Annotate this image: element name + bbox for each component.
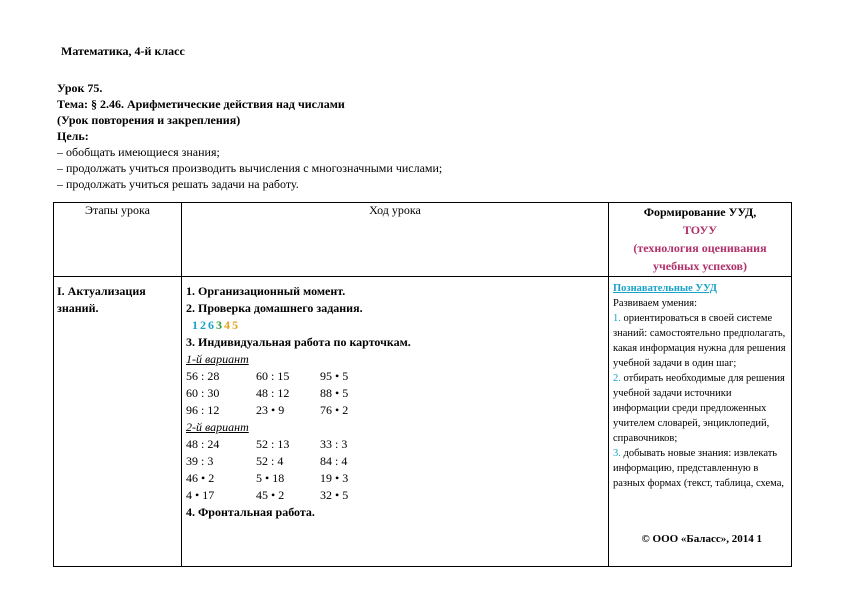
exercise-item: 60 : 15 [256, 369, 290, 383]
header-course: Ход урока [182, 203, 609, 277]
exercise-item: 95 • 5 [320, 369, 349, 383]
exercise-item: 5 • 18 [256, 471, 285, 485]
uud-cell [609, 277, 792, 567]
variant2-grid [186, 436, 608, 504]
header-uud [609, 203, 792, 277]
uud-item-number: 2. [613, 373, 621, 384]
stage-cell [54, 277, 182, 567]
exercise-item: 52 : 13 [256, 437, 290, 451]
uud-item-number: 1. [613, 313, 621, 324]
homework-number: 6 [208, 318, 214, 332]
lesson-topic: Тема: § 2.46. Арифметические действия над числами [57, 97, 345, 111]
table-row [54, 277, 792, 567]
exercise-item: 48 : 12 [256, 386, 290, 400]
step-cards: 3. Индивидуальная работа по карточкам. [186, 335, 411, 349]
exercise-item: 32 • 5 [320, 488, 349, 502]
exercise-item: 76 • 2 [320, 403, 349, 417]
exercise-row [186, 470, 608, 487]
stage-text: I. Актуализация знаний. [57, 284, 146, 315]
exercise-item: 19 • 3 [320, 471, 349, 485]
lesson-table [53, 202, 792, 567]
exercise-item: 46 • 2 [186, 471, 215, 485]
lesson-header [57, 80, 442, 192]
lesson-number: Урок 75. [57, 81, 103, 95]
table-header-row [54, 203, 792, 277]
course-cell [182, 277, 609, 567]
uud-item-text: добывать новые знания: извлекать информацию, представленную в разных формах (текст, таблица, схема, [613, 448, 785, 489]
subject-title: Математика, 4-й класс [61, 44, 185, 58]
header-stages: Этапы урока [54, 203, 182, 277]
step-homework: 2. Проверка домашнего задания. [186, 301, 363, 315]
variant1-grid [186, 368, 608, 419]
goal-item: – продолжать учиться решать задачи на работу. [57, 177, 299, 191]
uud-list [613, 311, 789, 491]
step-frontal: 4. Фронтальная работа. [186, 505, 315, 519]
homework-number: 1 [192, 318, 198, 332]
variant2-label: 2-й вариант [186, 420, 249, 434]
exercise-row [186, 368, 608, 385]
exercise-row [186, 385, 608, 402]
exercise-item: 56 : 28 [186, 369, 220, 383]
goal-item: – обобщать имеющиеся знания; [57, 145, 220, 159]
exercise-row [186, 487, 608, 504]
uud-item-number: 3. [613, 448, 621, 459]
uud-item-text: отбирать необходимые для решения учебной задачи источники информации среди предложенных учителем словарей, энциклопедий, справочников; [613, 373, 785, 444]
exercise-item: 23 • 9 [256, 403, 285, 417]
homework-numbers [186, 317, 608, 334]
exercise-item: 39 : 3 [186, 454, 214, 468]
header-touu: ТОУУ [682, 223, 718, 237]
exercise-item: 88 • 5 [320, 386, 349, 400]
uud-intro: Развиваем умения: [613, 298, 698, 309]
homework-number: 2 [200, 318, 206, 332]
uud-heading: Познавательные УУД [613, 283, 717, 294]
step-org: 1. Организационный момент. [186, 284, 346, 298]
exercise-item: 96 : 12 [186, 403, 220, 417]
uud-item-text: ориентироваться в своей системе знаний: самостоятельно предполагать, какая информация нужна для решения учебной задачи в один шаг; [613, 313, 786, 369]
exercise-item: 45 • 2 [256, 488, 285, 502]
uud-item [613, 311, 789, 371]
exercise-item: 33 : 3 [320, 437, 348, 451]
homework-number: 5 [232, 318, 238, 332]
lesson-type: (Урок повторения и закрепления) [57, 113, 241, 127]
homework-number: 3 [216, 318, 222, 332]
homework-number: 4 [224, 318, 230, 332]
goal-label: Цель: [57, 129, 89, 143]
exercise-row [186, 436, 608, 453]
exercise-item: 60 : 30 [186, 386, 220, 400]
variant1-label: 1-й вариант [186, 352, 249, 366]
exercise-item: 48 : 24 [186, 437, 220, 451]
exercise-item: 84 : 4 [320, 454, 348, 468]
uud-item [613, 371, 789, 446]
uud-item [613, 446, 789, 491]
header-touu-desc: (технология оценивания учебных успехов) [633, 241, 767, 273]
exercise-item: 4 • 17 [186, 488, 215, 502]
exercise-item: 52 : 4 [256, 454, 284, 468]
goal-item: – продолжать учиться производить вычисления с многозначными числами; [57, 161, 443, 175]
exercise-row [186, 453, 608, 470]
exercise-row [186, 402, 608, 419]
header-uud-title: Формирование УУД, [643, 205, 757, 219]
copyright-footer: © ООО «Баласс», 2014 1 [641, 533, 762, 545]
